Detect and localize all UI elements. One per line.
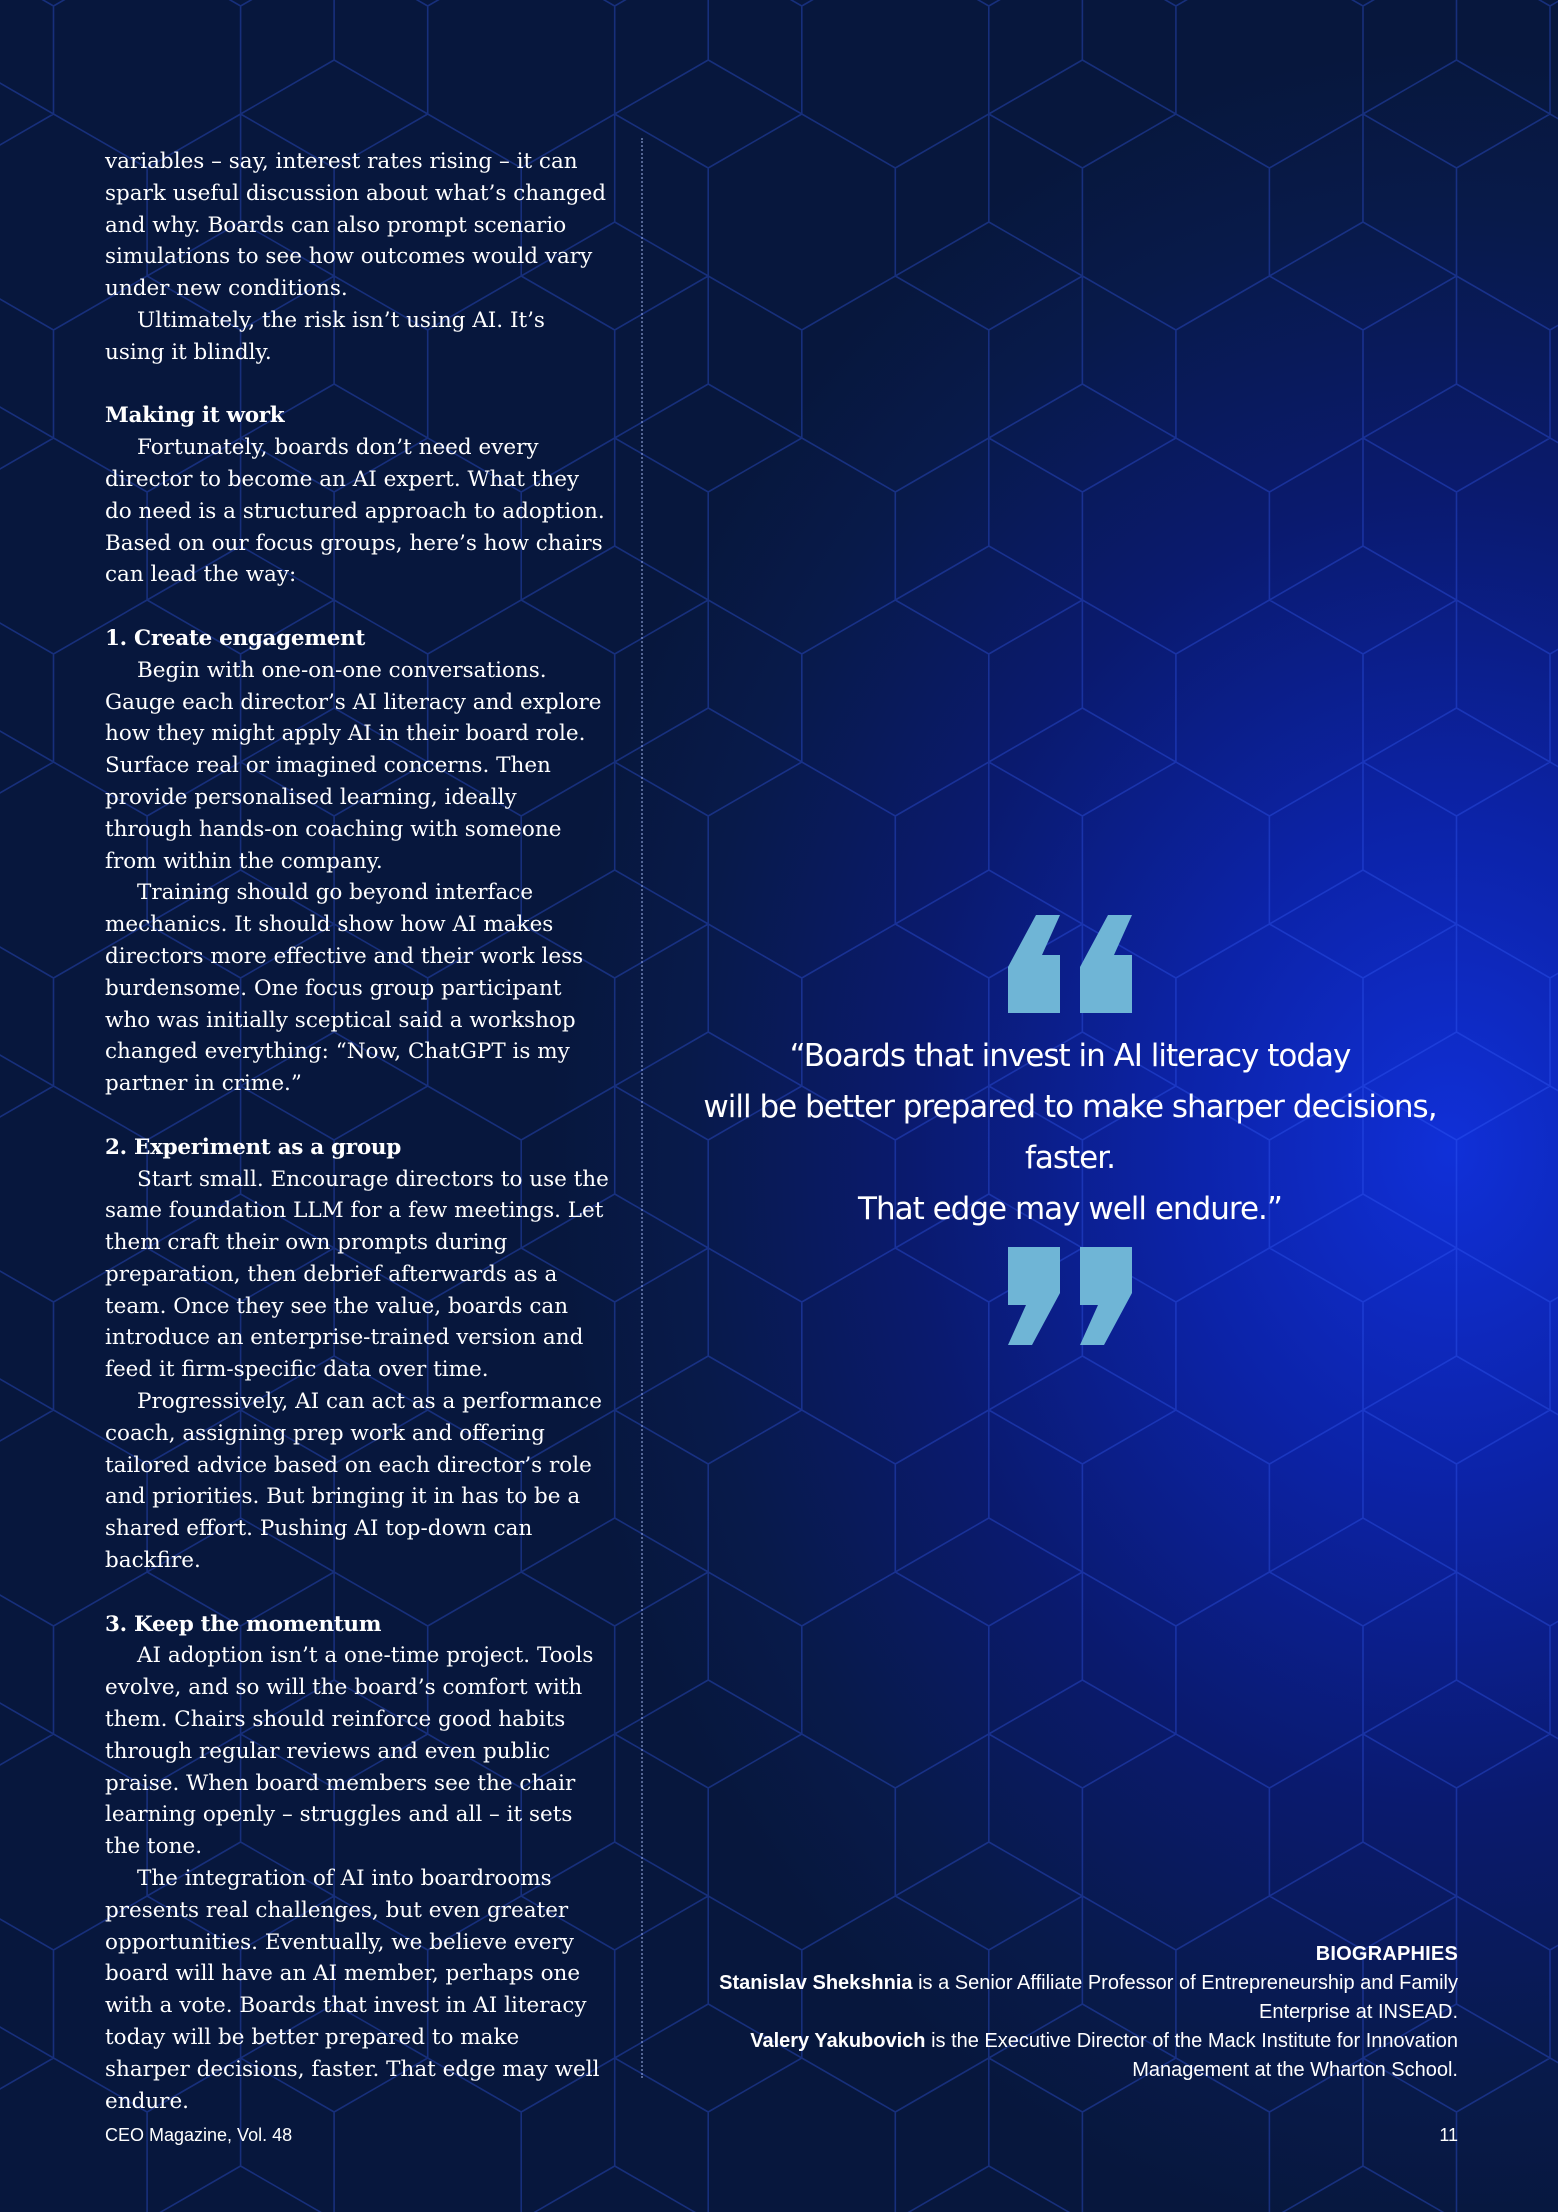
biographies [638, 1940, 1458, 2085]
pull-quote-line: That edge may well endure.” [858, 1191, 1282, 1227]
article-paragraph: Progressively, AI can act as a performance coach, assigning prep work and offering tailored advice based on each director’s role and priorities. But bringing it in has to be a shared effort. Pushing AI top-down can backfire. [105, 1389, 602, 1574]
pull-quote [680, 915, 1460, 1345]
biography-name: Stanislav Shekshnia [719, 1972, 913, 1994]
biography-description: is a Senior Affiliate Professor of Entrepreneurship and Family Enterprise at INSEAD. [912, 1972, 1458, 2023]
biography-entry [638, 2027, 1458, 2085]
article-paragraph: The integration of AI into boardrooms presents real challenges, but even greater opportunities. Eventually, we believe every board will have an AI member, perhaps one with a vote. Boards that invest in AI literacy today will be better prepared to make sharper decisions, faster. That edge may well endure. [105, 1866, 600, 2114]
pull-quote-text [680, 1031, 1460, 1235]
footer-publication: CEO Magazine, Vol. 48 [105, 2125, 293, 2145]
biographies-heading: BIOGRAPHIES [1315, 1943, 1458, 1965]
section-heading: 3. Keep the momentum [105, 1611, 382, 1637]
biography-description: is the Executive Director of the Mack Institute for Innovation Management at the Wharton School. [925, 2030, 1458, 2081]
close-quote-icon [1008, 1247, 1132, 1345]
article-paragraph: Fortunately, boards don’t need every director to become an AI expert. What they do need is a structured approach to adoption. Based on our focus groups, here’s how chairs can lead the way: [105, 435, 605, 588]
pull-quote-line: “Boards that invest in AI literacy today [789, 1038, 1351, 1074]
open-quote-icon [1008, 915, 1132, 1013]
pull-quote-line: will be better prepared to make sharper decisions, faster. [703, 1089, 1437, 1176]
article-paragraph: Ultimately, the risk isn’t using AI. It’s using it blindly. [105, 307, 545, 365]
biography-name: Valery Yakubovich [750, 2030, 926, 2052]
section-heading: Making it work [105, 403, 285, 429]
footer-page-number: 11 [1439, 2125, 1458, 2145]
article-paragraph: Begin with one-on-one conversations. Gauge each director’s AI literacy and explore how they might apply AI in their board role. Surface real or imagined concerns. Then provide personalised learning, ideally through hands-on coaching with someone from within the company. [105, 657, 602, 874]
column-divider [641, 138, 643, 2078]
section-heading: 2. Experiment as a group [105, 1134, 401, 1160]
article-column [105, 146, 610, 2117]
section-heading: 1. Create engagement [105, 625, 366, 651]
biography-entry [638, 1969, 1458, 2027]
article-paragraph: Training should go beyond interface mechanics. It should show how AI makes directors more effective and their work less burdensome. One focus group participant who was initially sceptical said a workshop changed everything: “Now, ChatGPT is my partner in crime.” [105, 880, 584, 1097]
article-paragraph: Start small. Encourage directors to use the same foundation LLM for a few meetings. Let them craft their own prompts during preparation, then debrief afterwards as a team. Once they see the value, boards can introduce an enterprise-trained version and feed it firm-specific data over time. [105, 1166, 609, 1383]
article-paragraph: variables – say, interest rates rising – it can spark useful discussion about what’s changed and why. Boards can also prompt scenario simulations to see how outcomes would vary under new conditions. [105, 149, 607, 302]
article-paragraph: AI adoption isn’t a one-time project. Tools evolve, and so will the board’s comfort with them. Chairs should reinforce good habits through regular reviews and even public praise. When board members see the chair learning openly – struggles and all – it sets the tone. [105, 1643, 594, 1860]
